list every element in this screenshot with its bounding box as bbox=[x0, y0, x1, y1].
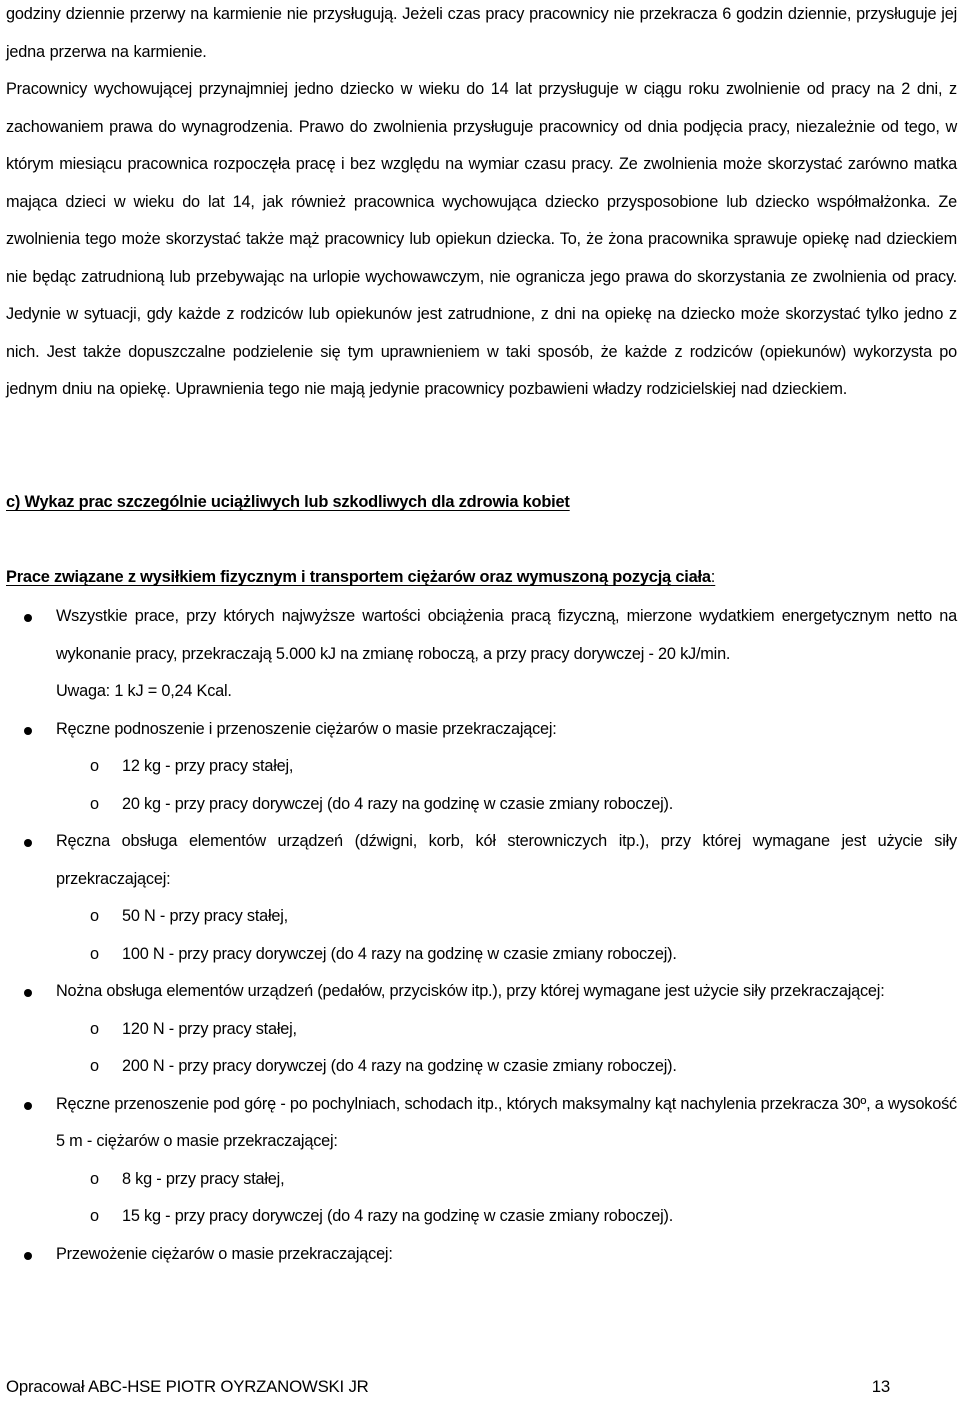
bullet-icon bbox=[24, 614, 32, 622]
sub-list-item-text: 15 kg - przy pracy dorywczej (do 4 razy na godzinę w czasie zmiany roboczej). bbox=[122, 1207, 674, 1225]
sub-list-item bbox=[6, 786, 957, 824]
bullet-list bbox=[6, 598, 957, 1273]
note: Uwaga: 1 kJ = 0,24 Kcal. bbox=[56, 682, 232, 700]
sub-list-item-text: 20 kg - przy pracy dorywczej (do 4 razy na godzinę w czasie zmiany roboczej). bbox=[122, 794, 674, 813]
bullet-icon bbox=[24, 1252, 32, 1260]
footer-author: Opracował ABC-HSE PIOTR OYRZANOWSKI JR bbox=[6, 1377, 369, 1396]
list-item bbox=[6, 973, 957, 1011]
sub-list-item bbox=[6, 1198, 957, 1236]
circle-marker-icon: o bbox=[90, 1169, 99, 1188]
list-item bbox=[6, 1086, 957, 1161]
list-item-text: Przewożenie ciężarów o masie przekraczającej: bbox=[56, 1244, 393, 1263]
list-item-text: Ręczne podnoszenie i przenoszenie ciężarów o masie przekraczającej: bbox=[56, 719, 557, 738]
subsection-heading-text: Prace związane z wysiłkiem fizycznym i transportem ciężarów oraz wymuszoną pozycją ciała bbox=[6, 568, 711, 586]
subsection-heading bbox=[6, 566, 715, 588]
sub-list-item bbox=[6, 748, 957, 786]
list-item bbox=[6, 598, 957, 673]
sub-list bbox=[6, 1161, 957, 1236]
paragraph: godziny dziennie przerwy na karmienie nie przysługują. Jeżeli czas pracy pracownicy nie przekracza 6 godzin dziennie, przysługuje jej jedna przerwa na karmienie. bbox=[6, 5, 957, 61]
bullet-icon bbox=[24, 727, 32, 735]
document-page bbox=[6, 0, 957, 1408]
sub-list-item-text: 50 N - przy pracy stałej, bbox=[122, 907, 289, 925]
circle-marker-icon: o bbox=[90, 1019, 99, 1038]
list-item bbox=[6, 823, 957, 898]
sub-list-item-text: 100 N - przy pracy dorywczej (do 4 razy na godzinę w czasie zmiany roboczej). bbox=[122, 944, 677, 963]
list-item-text: Wszystkie prace, przy których najwyższe wartości obciążenia pracą fizyczną, mierzone wydatkiem energetycznym netto na wykonanie pracy, przekraczają 5.000 kJ na zmianę roboczą, a przy pracy dorywczej - 20 kJ/min. bbox=[56, 607, 957, 663]
sub-list-item-text: 120 N - przy pracy stałej, bbox=[122, 1019, 297, 1038]
subsection-heading-colon: : bbox=[710, 568, 716, 586]
list-item bbox=[6, 1236, 957, 1274]
page-number: 13 bbox=[871, 1377, 890, 1396]
circle-marker-icon: o bbox=[90, 907, 99, 925]
sub-list-item bbox=[6, 1011, 957, 1049]
list-item-text: Ręczne przenoszenie pod górę - po pochylniach, schodach itp., których maksymalny kąt nachylenia przekracza 30º, a wysokość 5 m - ciężarów o masie przekraczającej: bbox=[56, 1094, 957, 1150]
bullet-icon bbox=[24, 989, 32, 997]
sub-list bbox=[6, 898, 957, 973]
sub-list-item-text: 12 kg - przy pracy stałej, bbox=[122, 757, 294, 775]
circle-marker-icon: o bbox=[90, 757, 99, 775]
sub-list-item-text: 200 N - przy pracy dorywczej (do 4 razy na godzinę w czasie zmiany roboczej). bbox=[122, 1057, 677, 1075]
bullet-icon bbox=[24, 1102, 32, 1110]
sub-list-item bbox=[6, 1048, 957, 1086]
section-heading: c) Wykaz prac szczególnie uciążliwych lub szkodliwych dla zdrowia kobiet bbox=[6, 493, 570, 511]
list-item-text: Ręczna obsługa elementów urządzeń (dźwigni, korb, kół sterowniczych itp.), przy której wymagane jest użycie siły przekraczającej: bbox=[56, 832, 957, 888]
list-item-text: Nożna obsługa elementów urządzeń (pedałów, przycisków itp.), przy której wymagane jest użycie siły przekraczającej: bbox=[56, 982, 885, 1000]
sub-list-item bbox=[6, 1161, 957, 1199]
bullet-icon bbox=[24, 839, 32, 847]
circle-marker-icon: o bbox=[90, 794, 99, 813]
sub-list-item-text: 8 kg - przy pracy stałej, bbox=[122, 1169, 285, 1188]
sub-list-item bbox=[6, 936, 957, 974]
sub-list bbox=[6, 1011, 957, 1086]
sub-list bbox=[6, 748, 957, 823]
intro-text bbox=[6, 0, 957, 409]
circle-marker-icon: o bbox=[90, 1057, 99, 1075]
paragraph: Pracownicy wychowującej przynajmniej jedno dziecko w wieku do 14 lat przysługuje w ciągu roku zwolnienie od pracy na 2 dni, z zachowaniem prawa do wynagrodzenia. Prawo do zwolnienia przysługuje pracownicy od dnia podjęcia pracy, niezależnie od tego, w którym miesiącu pracownica rozpoczęła pracę i bez względu na wymiar czasu pracy. Ze zwolnienia może skorzystać zarówno matka mająca dzieci w wieku do lat 14, jak również pracownica wychowująca dziecko przysposobione lub dziecko współmałżonka. Ze zwolnienia tego może skorzystać także mąż pracownicy lub opiekun dziecka. To, że żona pracownika sprawuje opiekę nad dzieckiem nie będąc zatrudnioną lub przebywając na urlopie wychowawczym, nie ogranicza jego prawa do skorzystania ze zwolnienia od pracy. Jedynie w sytuacji, gdy każde z rodziców lub opiekunów jest zatrudnione, z dni na opiekę na dziecko może skorzystać tylko jedno z nich. Jest także dopuszczalne podzielenie się tym uprawnieniem w taki sposób, że każde z rodziców (opiekunów) wykorzysta po jednym dniu na opiekę. Uprawnienia tego nie mają jedynie pracownicy pozbawieni władzy rodzicielskiej nad dzieckiem. bbox=[6, 80, 957, 398]
sub-list-item bbox=[6, 898, 957, 936]
circle-marker-icon: o bbox=[90, 944, 99, 963]
circle-marker-icon: o bbox=[90, 1207, 99, 1225]
list-item bbox=[6, 711, 957, 749]
